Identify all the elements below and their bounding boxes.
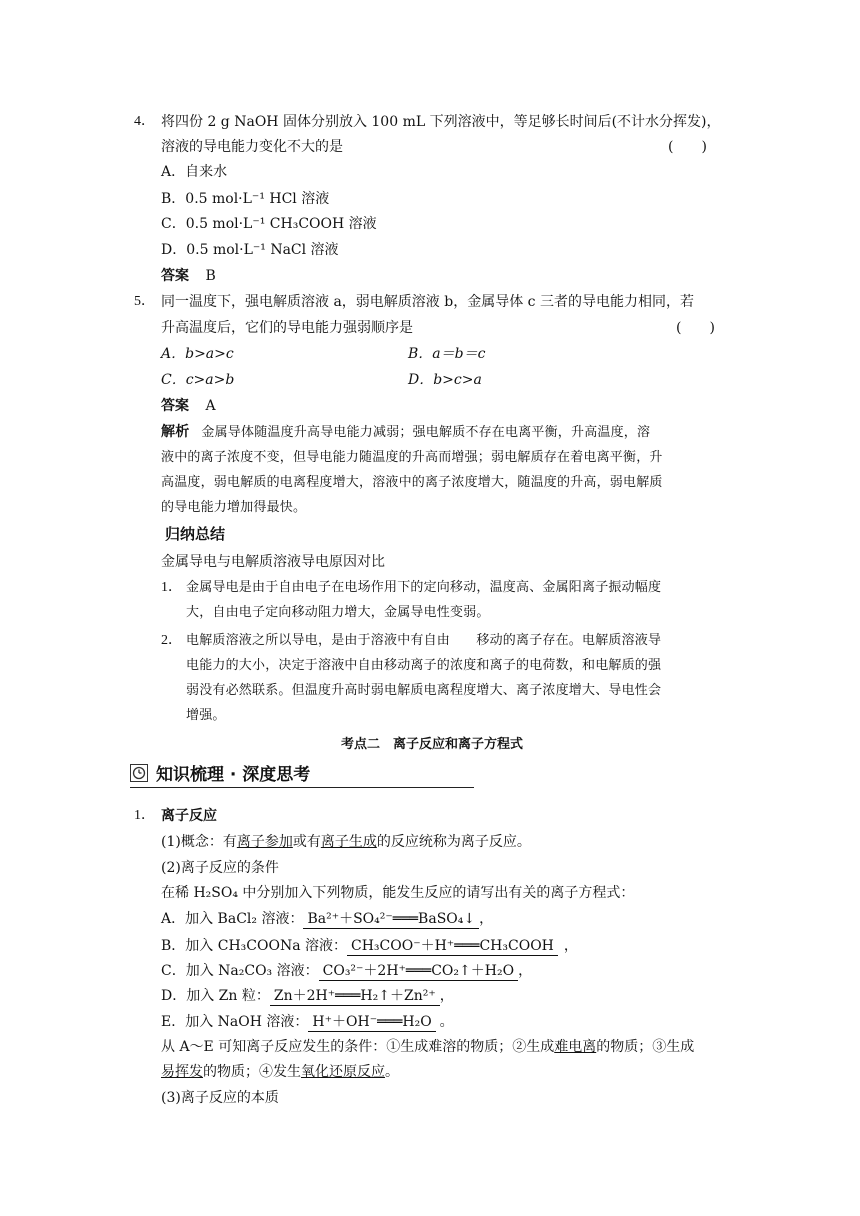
q5-number: 5． bbox=[134, 294, 155, 309]
underlined-term: 氧化还原反应 bbox=[301, 1064, 385, 1080]
answer-blank: H⁺＋OH⁻═══H₂O bbox=[308, 1013, 435, 1032]
reaction-label: D．加入 Zn 粒： bbox=[161, 988, 270, 1004]
answer-blank: CH₃COO⁻＋H⁺═══CH₃COOH bbox=[347, 937, 558, 956]
q4-number: 4． bbox=[134, 114, 155, 129]
q4-stem-line1: 将四份 2 g NaOH 固体分别放入 100 mL 下列溶液中，等足够长时间后(不计水分挥发)， bbox=[161, 114, 721, 130]
reaction-a bbox=[161, 909, 493, 929]
summary-item2-number: 2． bbox=[161, 633, 182, 648]
answer-value: A bbox=[205, 398, 216, 414]
summary-item2 bbox=[186, 628, 731, 728]
q4-answer-paren: ( ) bbox=[668, 139, 707, 155]
reaction-d bbox=[161, 986, 454, 1006]
part1-heading: 离子反应 bbox=[161, 808, 217, 824]
analysis-line: 液中的离子浓度不变，但导电能力随温度的升高而增强；弱电解质存在着电离平衡，升 bbox=[161, 450, 663, 465]
summary-line: 金属导电是由于自由电子在电场作用下的定向移动，温度高、金属阳离子振动幅度 bbox=[186, 580, 662, 595]
section-title: 知识梳理 · 深度思考 bbox=[156, 765, 311, 785]
punct: ， bbox=[563, 938, 578, 954]
q4-option-d: D．0.5 mol·L⁻¹ NaCl 溶液 bbox=[161, 242, 339, 258]
q5-stem-line1: 同一温度下，强电解质溶液 a，弱电解质溶液 b，金属导体 c 三者的导电能力相同，若 bbox=[161, 294, 694, 310]
summary-item1 bbox=[186, 575, 731, 625]
text: 从 A～E 可知离子反应发生的条件：①生成难溶的物质；②生成 bbox=[161, 1039, 555, 1055]
q5-answer bbox=[161, 396, 216, 416]
q4-stem-line2: 溶液的导电能力变化不大的是 bbox=[161, 139, 343, 155]
reaction-label: E．加入 NaOH 溶液： bbox=[161, 1014, 309, 1030]
topic-title: 考点二 离子反应和离子方程式 bbox=[341, 737, 524, 752]
summary-intro: 金属导电与电解质溶液导电原因对比 bbox=[161, 554, 385, 570]
reaction-label: A．加入 BaCl₂ 溶液： bbox=[161, 911, 304, 927]
q5-option-c: C．c>a>b bbox=[161, 372, 235, 388]
text: (1)概念：有 bbox=[161, 834, 237, 850]
summary-heading: 归纳总结 bbox=[165, 525, 226, 543]
q4-answer bbox=[161, 266, 216, 286]
reaction-b bbox=[161, 936, 578, 956]
answer-label: 答案 bbox=[161, 398, 189, 414]
conditions-conclusion-line2 bbox=[161, 1062, 399, 1082]
essence-heading: (3)离子反应的本质 bbox=[161, 1090, 279, 1106]
analysis-line: 的导电能力增加得最快。 bbox=[161, 500, 307, 515]
summary-line: 大，自由电子定向移动阻力增大，金属导电性变弱。 bbox=[186, 605, 490, 620]
clock-icon bbox=[130, 764, 148, 782]
summary-line: 弱没有必然联系。但温度升高时弱电解质电离程度增大、离子浓度增大、导电性会 bbox=[186, 683, 662, 698]
q5-analysis bbox=[161, 420, 731, 520]
conditions-heading: (2)离子反应的条件 bbox=[161, 860, 279, 876]
answer-blank: CO₃²⁻＋2H⁺═══CO₂↑＋H₂O bbox=[319, 962, 518, 981]
punct: ， bbox=[439, 988, 454, 1004]
section-header bbox=[130, 759, 474, 788]
q5-option-a: A．b>a>c bbox=[161, 346, 234, 362]
summary-item1-number: 1． bbox=[161, 580, 182, 595]
underlined-term: 离子参加 bbox=[236, 834, 293, 850]
conditions-intro: 在稀 H₂SO₄ 中分别加入下列物质，能发生反应的请写出有关的离子方程式： bbox=[161, 885, 635, 901]
text: 。 bbox=[385, 1064, 399, 1080]
q5-option-d: D．b>c>a bbox=[408, 372, 482, 388]
punct: 。 bbox=[439, 1014, 454, 1030]
text: 或有 bbox=[292, 834, 321, 850]
reaction-label: B．加入 CH₃COONa 溶液： bbox=[161, 938, 347, 954]
q4-option-c: C．0.5 mol·L⁻¹ CH₃COOH 溶液 bbox=[161, 216, 377, 232]
summary-line: 电解质溶液之所以导电，是由于溶液中有自由 移动的离子存在。电解质溶液导 bbox=[186, 633, 662, 648]
q5-answer-paren: ( ) bbox=[676, 320, 715, 336]
conditions-conclusion-line1 bbox=[161, 1037, 694, 1057]
reaction-e bbox=[161, 1012, 454, 1032]
concept-line bbox=[161, 832, 531, 852]
punct: ， bbox=[518, 963, 533, 979]
answer-blank: Ba²⁺＋SO₄²⁻═══BaSO₄↓ bbox=[303, 910, 479, 929]
text: 的物质；③生成 bbox=[596, 1039, 695, 1055]
text: 的反应统称为离子反应。 bbox=[376, 834, 531, 850]
reaction-c bbox=[161, 961, 532, 981]
analysis-line: 高温度，弱电解质的电离程度增大，溶液中的离子浓度增大，随温度的升高，弱电解质 bbox=[161, 475, 663, 490]
reaction-label: C．加入 Na₂CO₃ 溶液： bbox=[161, 963, 319, 979]
underlined-term: 离子生成 bbox=[320, 834, 377, 850]
analysis-line: 金属导体随温度升高导电能力减弱；强电解质不存在电离平衡，升高温度，溶 bbox=[201, 425, 651, 440]
punct: ， bbox=[479, 911, 494, 927]
summary-line: 电能力的大小，决定于溶液中自由移动离子的浓度和离子的电荷数，和电解质的强 bbox=[186, 658, 662, 673]
answer-label: 答案 bbox=[161, 268, 189, 284]
analysis-label: 解析 bbox=[161, 424, 190, 440]
underlined-term: 难电离 bbox=[554, 1039, 597, 1055]
q4-option-a: A．自来水 bbox=[161, 164, 228, 180]
summary-line: 增强。 bbox=[186, 708, 226, 723]
q5-stem-line2: 升高温度后，它们的导电能力强弱顺序是 bbox=[161, 320, 413, 336]
answer-value: B bbox=[205, 268, 216, 284]
q4-option-b: B．0.5 mol·L⁻¹ HCl 溶液 bbox=[161, 191, 330, 207]
q5-option-b: B．a＝b＝c bbox=[408, 346, 486, 362]
part1-number: 1． bbox=[134, 808, 155, 823]
underlined-term: 易挥发 bbox=[161, 1064, 203, 1080]
text: 的物质；④发生 bbox=[203, 1064, 301, 1080]
answer-blank: Zn＋2H⁺═══H₂↑＋Zn²⁺ bbox=[270, 987, 440, 1006]
